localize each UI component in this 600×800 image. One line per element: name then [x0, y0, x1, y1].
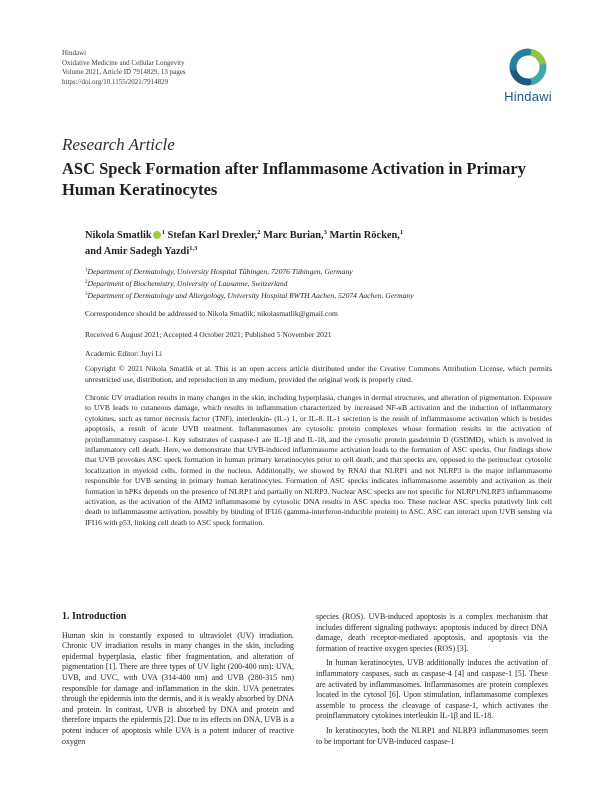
- author-name[interactable]: Stefan Karl Drexler,: [167, 230, 258, 241]
- article-type: Research Article: [62, 135, 175, 154]
- author-line-1: [85, 228, 545, 244]
- copyright-notice: Copyright © 2021 Nikola Smatlik et al. This is an open access article distributed under the Creative Commons Attribution License, which permits unrestricted use, distribution, and reproduction in any medium, provided the original work is properly cited.: [85, 364, 552, 384]
- abstract: Chronic UV irradiation results in many changes in the skin, including hyperplasia, changes in dermal structures, and alteration of pigmentation. Exposure to UVB leads to cutaneous damage, which results in inflammation characterized by increased NF-κB activation and the induction of inflammatory cytokines, such as tumor necrosis factor (TNF), interleukin- (IL-) 1, or IL-8. IL-1 secretion is the result of inflammasome activation which is besides apoptosis, a result of acute UVB treatment. Inflammasomes are cytosolic protein complexes whose formation results in the activation of proinflammatory caspase-1. Key substrates of caspase-1 are IL-1β and IL-18, and the cytosolic protein gasdermin D (GSDMD), which is involved in inflammatory cell death. Here, we demonstrate that UVB-induced inflammasome activation leads to the formation of ASC specks. Our findings show that UVB provokes ASC speck formation in human primary keratinocytes prior to cell death, and that specks are, opposed to the perinuclear cytosolic localization in myeloid cells, formed in the nucleus. Additionally, we showed by RNAi that NLRP1 and not NLRP3 is the major inflammasome responsible for UVB sensing in primary human keratinocytes. Formation of ASC specks indicates inflammasome assembly and activation as their formation in hPKs depends on the presence of NLRP1 and partially on NLRP3. Nuclear ASC specks are not specific for NLRP1/NLRP3 inflammasome activation, as the activation of the AIM2 inflammasome by cytosolic DNA results in ASC specks too. These nuclear ASC specks putatively link cell death to inflammasome activation, possibly by binding of IFI16 (gamma-interferon-inducible protein) to ASC. ASC can interact upon UVB sensing via IFI16 with p53, linking cell death to ASC speck formation.: [85, 393, 552, 527]
- section-heading: 1. Introduction: [62, 612, 127, 622]
- volume-line: Volume 2021, Article ID 7914829, 13 pages: [62, 68, 186, 77]
- affiliation: [85, 278, 414, 290]
- hindawi-logo[interactable]: [498, 46, 558, 106]
- author-name[interactable]: Marc Burian,: [263, 230, 324, 241]
- affiliation-sup: 1: [85, 268, 88, 273]
- affiliation-sup: 3: [85, 292, 88, 297]
- author-list: [85, 228, 545, 260]
- journal-name: Oxidative Medicine and Cellular Longevity: [62, 58, 185, 67]
- author-affiliation-sup: 1,3: [189, 245, 198, 252]
- author-name[interactable]: and Amir Sadegh Yazdi: [85, 246, 190, 257]
- author-affiliation-sup: 1: [399, 229, 404, 236]
- article-title: ASC Speck Formation after Inflammasome Activation in Primary Human Keratinocytes: [62, 159, 526, 199]
- author-name[interactable]: Nikola Smatlik: [85, 230, 152, 241]
- correspondence: Correspondence should be addressed to Nikola Smatlik; nikolasmatlik@gmail.com: [85, 309, 338, 318]
- hindawi-logo-word: Hindawi: [504, 89, 552, 104]
- intro-paragraph: species (ROS). UVB-induced apoptosis is a complex mechanism that includes different signaling pathways: apoptosis induced by direct DNA damage, death receptor-mediated apoptosis, and apoptosis via the formation of reactive oxygen species (ROS) [3].: [316, 612, 548, 653]
- intro-paragraph: In keratinocytes, both the NLRP1 and NLRP3 inflammasomes seem to be important for UVB-induced caspase-1: [316, 725, 548, 746]
- doi-link[interactable]: https://doi.org/10.1155/2021/7914829: [62, 77, 169, 86]
- publisher-name: Hindawi: [62, 49, 87, 57]
- author-line-2: [85, 244, 545, 260]
- journal-meta: [62, 49, 186, 87]
- affiliation-text: Department of Dermatology, University Hospital Tübingen, 72076 Tübingen, Germany: [87, 267, 353, 276]
- intro-paragraph: In human keratinocytes, UVB additionally induces the activation of inflammatory caspases, such as caspase-4 [4] and caspase-1 [5]. These are activated by inflammasomes. Inflammasomes are protein complexes located in the cytosol [6]. Upon stimulation, inflammasome complexes assemble to process the cleavage of caspase-1, which activates the proinflammatory cytokines interleukin IL-1β and IL-18.: [316, 658, 548, 721]
- intro-column-right: [316, 612, 548, 792]
- author-affiliation-sup: 3: [323, 229, 327, 236]
- article-dates: Received 6 August 2021; Accepted 4 October 2021; Published 5 November 2021: [85, 330, 332, 339]
- orcid-icon[interactable]: [153, 231, 161, 239]
- affiliation-sup: 2: [85, 280, 88, 285]
- affiliation: [85, 290, 414, 302]
- author-affiliation-sup: 1: [161, 229, 165, 236]
- intro-column-left: [62, 612, 294, 792]
- author-affiliation-sup: 2: [257, 229, 261, 236]
- affiliation: [85, 266, 414, 278]
- academic-editor: Academic Editor: Juyi Li: [85, 349, 162, 358]
- hindawi-logo-icon: [507, 46, 549, 88]
- intro-paragraph: Human skin is constantly exposed to ultraviolet (UV) irradiation. Chronic UV irradiation results in many changes in the skin, including epidermal hyperplasia, elastic fiber fragmentation, and alteration of pigmentation [1]. There are three types of UV light (200-400 nm): UVA, UVB, and UVC, with UVA (314-400 nm) and UVB (280-315 nm) responsible for damage and inflammation in the skin. UVA penetrates through the epidermis into the dermis, and it is weakly absorbed by DNA and protein. In contrast, UVB is absorbed by DNA and protein and therefore impacts the epidermis [2]. Due to its effects on DNA, UVB is a potent inducer of apoptosis while UVA is a potent inducer of reactive oxygen: [62, 630, 294, 746]
- author-name[interactable]: Martin Röcken,: [329, 230, 400, 241]
- affiliations: [85, 266, 414, 302]
- affiliation-text: Department of Dermatology and Allergology, University Hospital RWTH Aachen, 52074 Aachen, Germany: [87, 291, 414, 300]
- affiliation-text: Department of Biochemistry, University of Lausanne, Switzerland: [87, 279, 288, 288]
